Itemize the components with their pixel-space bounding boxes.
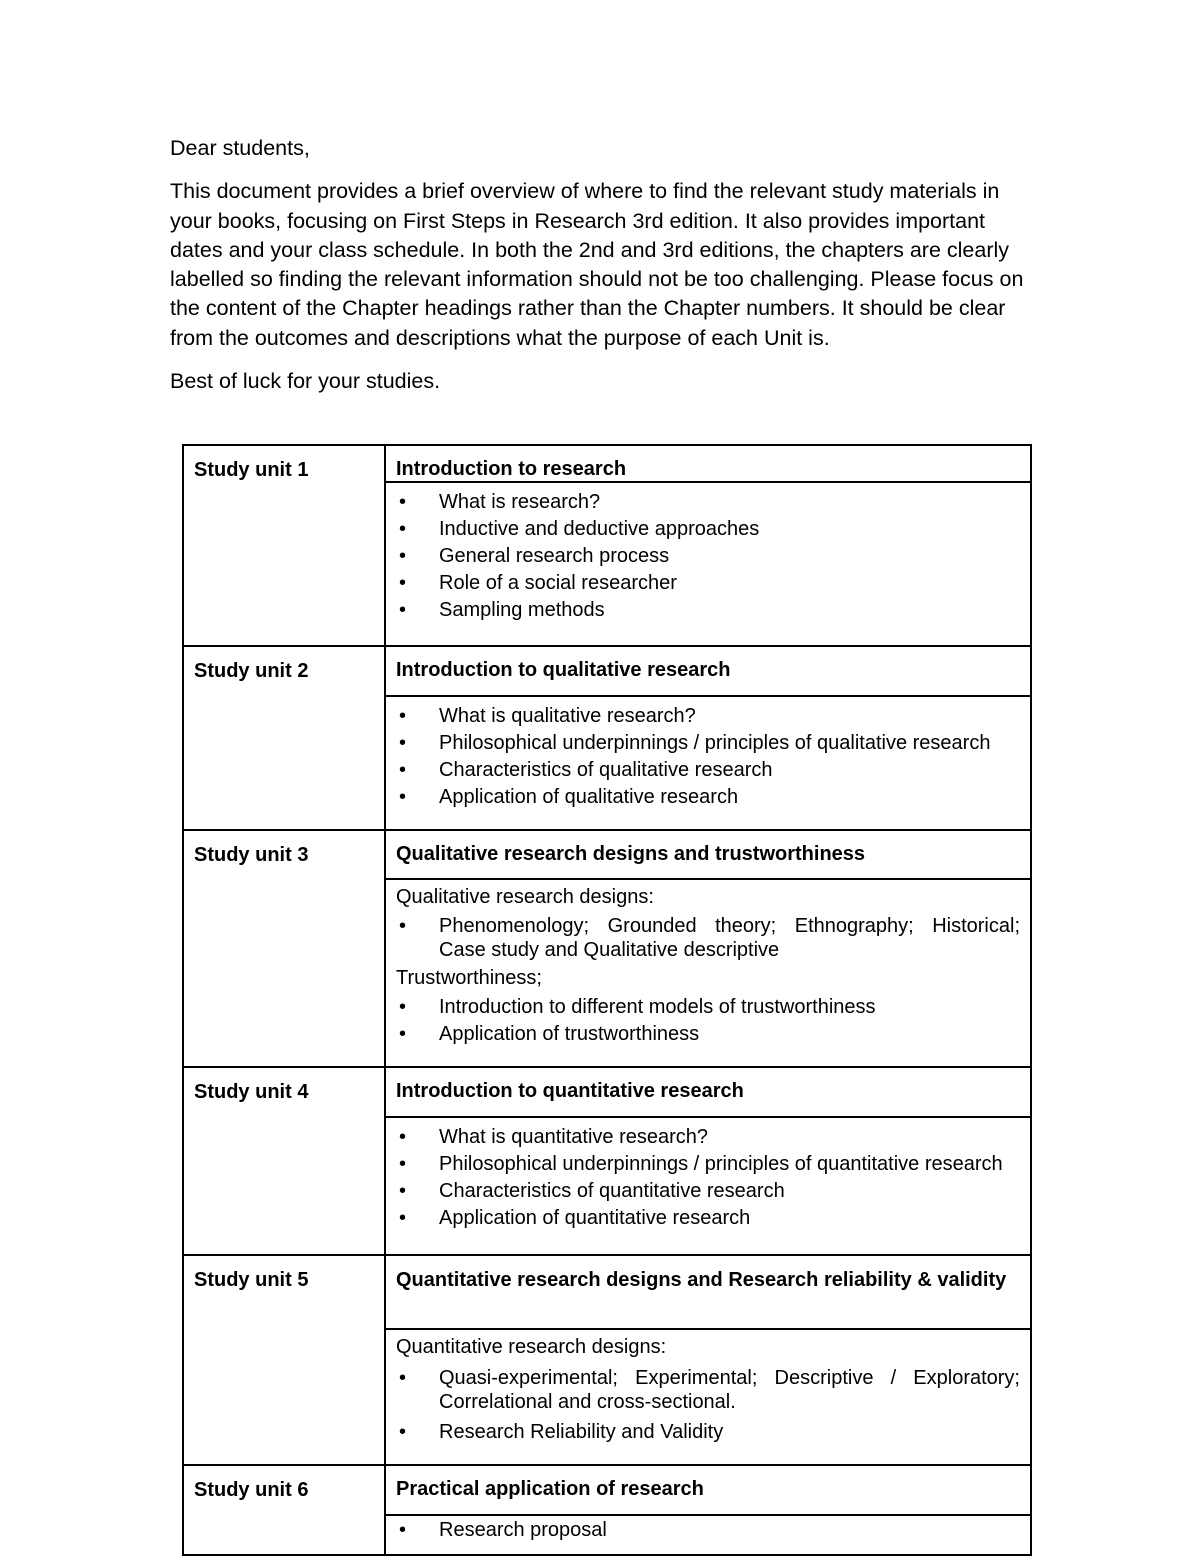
list-item: • Introduction to different models of trustworthiness [396, 995, 1020, 1019]
unit-label: Study unit 5 [183, 1255, 385, 1465]
topic-list [396, 1518, 1020, 1542]
topic-list [396, 1366, 1020, 1444]
unit-content [385, 696, 1031, 830]
list-item: • What is research? [396, 490, 1020, 514]
list-item: • Application of quantitative research [396, 1206, 1020, 1230]
table-row [183, 1465, 1031, 1515]
list-item: • What is qualitative research? [396, 704, 1020, 728]
unit-content [385, 1329, 1031, 1465]
topic-list [396, 490, 1020, 622]
list-item: • Application of qualitative research [396, 785, 1020, 809]
unit-label: Study unit 6 [183, 1465, 385, 1555]
list-item: • Role of a social researcher [396, 571, 1020, 595]
list-item: • General research process [396, 544, 1020, 568]
list-item: • Quasi-experimental; Experimental; Descriptive / Exploratory; Correlational and cross-sectional. [396, 1366, 1020, 1414]
list-item: • What is quantitative research? [396, 1125, 1020, 1149]
topic-list [396, 704, 1020, 809]
unit-title: Introduction to research [385, 445, 1031, 482]
unit-title: Introduction to qualitative research [385, 646, 1031, 696]
list-item: • Characteristics of quantitative research [396, 1179, 1020, 1203]
list-item: • Research proposal [396, 1518, 1020, 1542]
table-row [183, 830, 1031, 879]
list-item: • Philosophical underpinnings / principles of qualitative research [396, 731, 1020, 755]
subheading: Trustworthiness; [396, 967, 542, 989]
list-item: • Characteristics of qualitative research [396, 758, 1020, 782]
subheading: Qualitative research designs: [396, 886, 654, 908]
topic-list [396, 1125, 1020, 1230]
unit-content [385, 482, 1031, 646]
greeting: Dear students, [170, 136, 310, 160]
closing-line: Best of luck for your studies. [170, 369, 441, 394]
topic-list [396, 914, 1020, 962]
subheading: Quantitative research designs: [396, 1336, 667, 1358]
list-item: • Inductive and deductive approaches [396, 517, 1020, 541]
unit-label: Study unit 1 [183, 445, 385, 646]
unit-title: Quantitative research designs and Research reliability & validity [385, 1255, 1031, 1329]
list-item: • Sampling methods [396, 598, 1020, 622]
unit-title: Practical application of research [385, 1465, 1031, 1515]
unit-label: Study unit 2 [183, 646, 385, 830]
intro-paragraph: This document provides a brief overview of where to find the relevant study materials in your books, focusing on First Steps in Research 3rd edition. It also provides important dates and your class schedule. In both the 2nd and 3rd editions, the chapters are clearly labelled so finding the relevant information should not be too challenging. Please focus on the content of the Chapter headings rather than the Chapter numbers. It should be clear from the outcomes and descriptions what the purpose of each Unit is. [170, 179, 1024, 350]
table-row [183, 445, 1031, 482]
table-row [183, 1067, 1031, 1117]
unit-label: Study unit 3 [183, 830, 385, 1067]
list-item: • Philosophical underpinnings / principles of quantitative research [396, 1152, 1020, 1176]
list-item: • Application of trustworthiness [396, 1022, 1020, 1046]
unit-title: Qualitative research designs and trustworthiness [385, 830, 1031, 879]
unit-content [385, 1117, 1031, 1255]
unit-content [385, 1515, 1031, 1555]
unit-label: Study unit 4 [183, 1067, 385, 1255]
unit-content [385, 879, 1031, 1067]
study-units-table [182, 444, 1032, 1556]
list-item: • Phenomenology; Grounded theory; Ethnography; Historical; Case study and Qualitative descriptive [396, 914, 1020, 962]
table-row [183, 1255, 1031, 1329]
list-item: • Research Reliability and Validity [396, 1420, 1020, 1444]
topic-list [396, 995, 1020, 1046]
unit-title: Introduction to quantitative research [385, 1067, 1031, 1117]
intro-section [170, 134, 1040, 396]
table-row [183, 646, 1031, 696]
